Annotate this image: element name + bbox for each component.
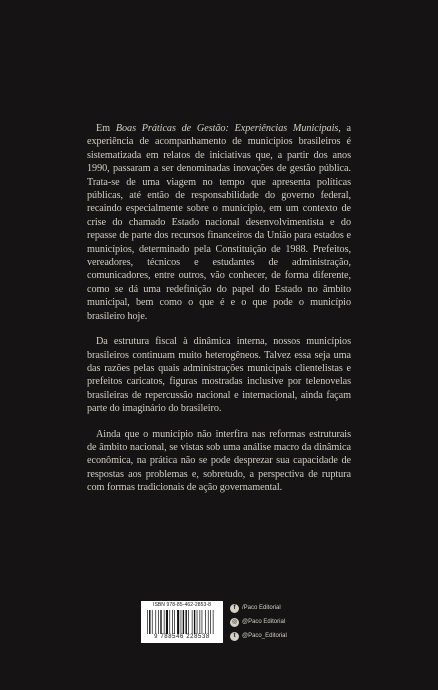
barcode-digits: 9 788546 228538 <box>154 634 210 640</box>
isbn-barcode <box>141 601 223 643</box>
blurb-paragraph-2: Da estrutura fiscal à dinâmica interna, nossos municípios brasileiros continuam muito heterogêneos. Talvez essa seja uma das razões pelas quais administrações municipais clientelistas e prefeitos caricatos, figuras mostradas inclusive por telenovelas brasileiras de repercussão nacional e internacional, ainda façam parte do imaginário do brasileiro. <box>87 336 351 415</box>
blurb-paragraph-1 <box>87 122 351 323</box>
social-twitter[interactable] <box>230 629 350 643</box>
barcode-bars <box>147 610 217 634</box>
isbn-number: ISBN 978-85-462-2853-8 <box>152 602 212 608</box>
social-links <box>230 601 350 643</box>
social-facebook[interactable] <box>230 601 350 615</box>
blurb-intro: Em <box>96 123 116 134</box>
blurb-paragraph-3: Ainda que o município não interfira nas reformas estruturais de âmbito nacional, se vistas sob uma análise macro da dinâmica econômica, na prática não se pode desprezar sua capacidade de respostas aos problemas e, sobretudo, a perspectiva de ruptura com formas tradicionais de ação governamental. <box>87 428 351 494</box>
twitter-icon: t <box>230 632 239 641</box>
instagram-icon: ◎ <box>231 618 238 625</box>
facebook-icon: f <box>230 604 239 613</box>
book-title: Boas Práticas de Gestão: Experiências Municipais <box>115 123 339 134</box>
social-twitter-label: @Paco_Editorial <box>242 633 287 639</box>
cover-blurb <box>87 122 351 507</box>
social-instagram-label: @Paco Editorial <box>242 619 286 625</box>
social-facebook-label: /Paco Editorial <box>242 605 281 611</box>
blurb-paragraph-1-body: , a experiência de acompanhamento de municípios brasileiros é sistematizada em relatos de iniciativas que, a partir dos anos 1990, passaram a ser denominadas inovações de gestão pública. Trata-se de uma viagem no tempo que apresenta políticas públicas, até então de responsabilidade do governo federal, recaindo especialmente sobre o município, em um contexto de crise do chamado Estado nacional desenvolvimentista e do repasse de parte dos recursos financeiros da União para estados e municípios, determinado pela Constituição de 1988. Prefeitos, vereadores, técnicos e estudantes de administração, comunicadores, entre outros, vão conhecer, de forma diferente, como se dá uma redefinição do papel do Estado no âmbito municipal, bem como o que é e o que pode o município brasileiro hoje. <box>87 123 351 322</box>
social-instagram[interactable] <box>230 615 350 629</box>
